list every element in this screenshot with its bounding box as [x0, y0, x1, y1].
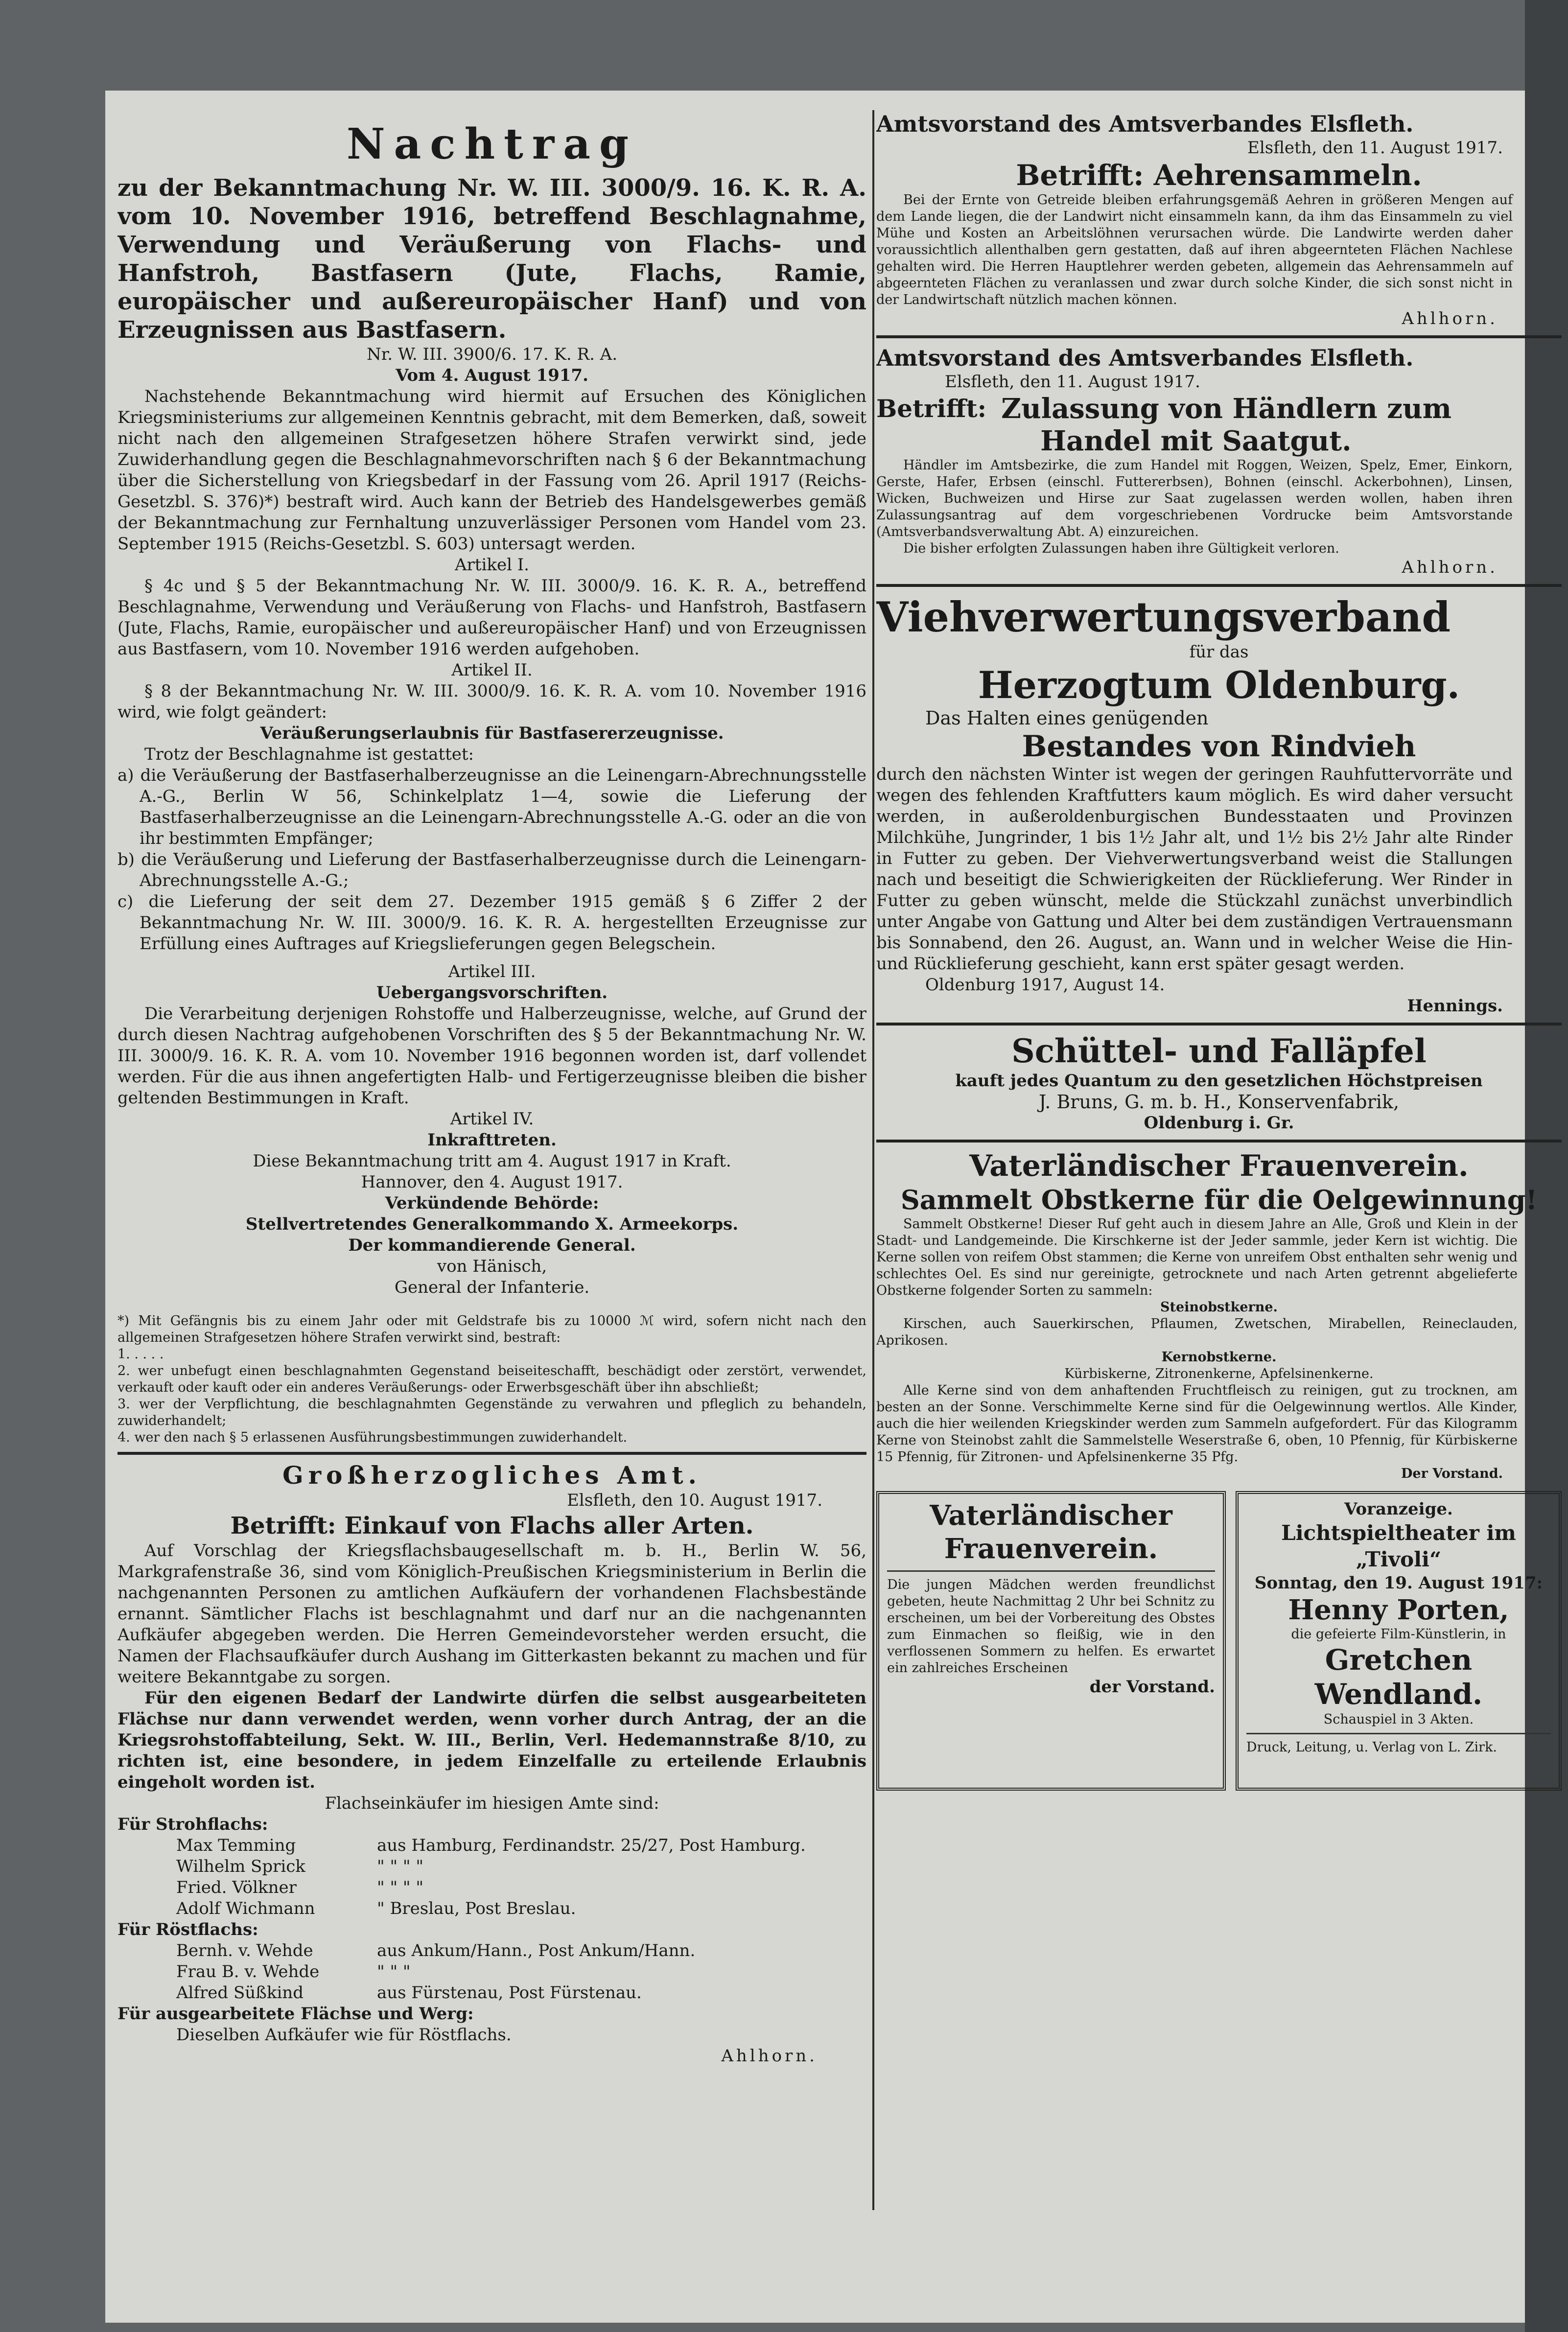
nachtrag-title: Nachtrag — [346, 119, 638, 169]
buyer-address: " " " — [377, 1962, 411, 1982]
amt-date: Elsfleth, den 10. August 1917. — [567, 1491, 822, 1510]
ad2-title: Voranzeige. — [1344, 1499, 1453, 1519]
nachtrag-command: Stellvertretendes Generalkommando X. Armeekorps. — [245, 1214, 739, 1234]
aehren-text: Bei der Ernte von Getreide bleiben erfahrungsgemäß Aehren in größeren Mengen auf dem Lande liegen, die der Landwirt nicht einsammeln kann, da ihm das Einsammeln zu viel Mühe und Kosten an Arbeitslöhnen verursachen würde. Die Landwirte werden daher voraussichtlich allenthalben gern gestatten, daß auf ihren abgeernteten Flächen Nachlese gehalten wird. Die Herren Hauptlehrer werden gebeten, allgemein das Aehrensammeln auf abgeernteten Flächen zu veranlassen und zwar durch solche Kinder, die sich sonst nicht in der Landwirtschaft nützlich machen können. — [876, 192, 1513, 307]
steinobst-label: Steinobstkerne. — [1160, 1300, 1278, 1315]
article-2-heading: Artikel II. — [451, 660, 533, 680]
frauen-text-2: Alle Kerne sind von dem anhaftenden Fruchtfleisch zu reinigen, gut zu trocknen, am besten an der Sonne. Verschimmelte Kerne sind für die Oelgewinnung wertlos. Alle Kinder, auch die hier weilenden Kriegskinder werden zum Sammeln aufgefordert. Für das Kilogramm Kerne von Steinobst zahlt die Sammelstelle Weserstraße 6, oben, 10 Pfennig, für Kürbiskerne 15 Pfennig, für Zitronen- und Apfelsinenkerne 35 Pfg. — [876, 1383, 1518, 1465]
buyer-name: Fried. Völkner — [176, 1878, 297, 1897]
saatgut-headline-2: Handel mit Saatgut. — [1040, 425, 1352, 457]
footnote-item-2: 2. wer unbefugt einen beschlagnahmten Gegenstand beiseiteschafft, beschädigt oder zerstört, verwendet, verkauft oder kauft oder ein anderes Veräußerungs- oder Erwerbsgeschäft über ihn abschließt; — [117, 1363, 866, 1395]
aepfel-firm: J. Bruns, G. m. b. H., Konservenfabrik, — [1038, 1091, 1400, 1113]
strohflachs-label: Für Strohflachs: — [117, 1815, 268, 1834]
nachtrag-headline: zu der Bekanntmachung Nr. W. III. 3000/9. 16. K. R. A. vom 10. November 1916, betreffend Beschlagnahme, Verwendung und Veräußerung von Flachs- und Hanfstroh, Bastfasern (Jute, Flachs, Ramie, europäischer und außereuropäischer Hanf) und von Erzeugnissen aus Bastfasern. — [117, 174, 866, 344]
vieh-fuer: für das — [1189, 642, 1249, 662]
nachtrag-signature: von Hänisch, — [437, 1257, 547, 1276]
tivoli-ad — [1236, 1491, 1562, 1791]
section-divider — [117, 1452, 866, 1455]
buyer-name: Alfred Süßkind — [176, 1983, 304, 2003]
saatgut-date: Elsfleth, den 11. August 1917. — [945, 372, 1200, 392]
nachtrag-place-date: Hannover, den 4. August 1917. — [361, 1172, 623, 1192]
ad2-rule — [1246, 1733, 1551, 1734]
vieh-text: durch den nächsten Winter ist wegen der geringen Rauhfuttervorräte und wegen des fehlenden Kraftfutters kaum möglich. Es wird daher versucht werden, in außeroldenburgischen Bundesstaaten und Provinzen Milchkühe, Jungrinder, 1 bis 1½ Jahr alt, und 1½ bis 2½ Jahr alte Rinder in Futter zu geben. Der Viehverwertungsverband weist die Stallungen nach und beseitigt die Schwierigkeiten der Rücklieferung. Wer Rinder in Futter zu geben wünscht, melde die Stückzahl zunächst unverbindlich unter Angabe von Gattung und Alter bei dem zuständigen Vertrauensmann bis Sonnabend, den 26. August, an. Wann und in welcher Weise die Hin- und Rücklieferung geschieht, kann erst später gesagt werden. — [876, 765, 1513, 974]
section-divider — [876, 1140, 1562, 1143]
article-2-item-b: b) die Veräußerung und Lieferung der Bastfaserhalberzeugnisse durch die Leinengarn-Abrechnungsstelle A.-G.; — [117, 850, 866, 890]
frauen-text: Sammelt Obstkerne! Dieser Ruf geht auch in diesem Jahre an Alle, Groß und Klein in der Stadt- und Landgemeinde. Die Kirschkerne ist der Jeder sammle, jeder Kern ist wichtig. Die Kerne sollen von reifem Obst stammen; die Kerne von unreifem Obst enthalten sehr wenig und schlechtes Oel. Es sind nur gereinigte, getrocknete und nach Arten getrennt abgelieferte Obstkerne folgender Sorten zu sammeln: — [876, 1216, 1518, 1298]
aehren-notice — [876, 110, 1562, 329]
article-4-subheading: Inkrafttreten. — [427, 1130, 557, 1150]
amt-paragraph-1: Auf Vorschlag der Kriegsflachsbaugesellschaft m. b. H., Berlin W. 56, Markgrafenstraße 36, sind vom Königlich-Preußischen Kriegsministerium in Berlin die nachgenannten Personen zu amtlichen Aufkäufern der vorhandenen Flachsbestände ernannt. Sämtlicher Flachs ist beschlagnahmt und darf nur an die nachgenannten Aufkäufer abgegeben werden. Die Herren Gemeindevorsteher werden ersucht, die Namen der Flachsaufkäufer durch Aushang im Gitterkasten bekannt zu machen und für weitere Bekanntgabe zu sorgen. — [117, 1541, 866, 1687]
article-2-item-c: c) die Lieferung der seit dem 27. Dezember 1915 gemäß § 6 Ziffer 2 der Bekanntmachung Nr. W. III. 3000/9. 16. K. R. A. hergestellten Erzeugnisse zur Erfüllung eines Auftrages auf Kriegslieferungen gegen Belegschein. — [117, 892, 866, 954]
nachtrag-general: Der kommandierende General. — [348, 1236, 636, 1255]
vieh-title-2: Herzogtum Oldenburg. — [978, 663, 1460, 707]
buyer-name: Wilhelm Sprick — [176, 1857, 305, 1876]
ad2-cinema: Lichtspieltheater im „Tivoli“ — [1281, 1521, 1516, 1571]
aehren-signature: Ahlhorn. — [1402, 309, 1498, 328]
aepfel-text: kauft jedes Quantum zu den gesetzlichen Höchstpreisen — [955, 1071, 1483, 1091]
advert-row — [876, 1491, 1562, 1791]
amt-headline: Betrifft: Einkauf von Flachs aller Arten. — [230, 1512, 754, 1539]
article-3-subheading: Uebergangsvorschriften. — [376, 983, 608, 1003]
amt-title: Großherzogliches Amt. — [282, 1461, 702, 1490]
frauen-headline: Sammelt Obstkerne für die Oelgewinnung! — [900, 1184, 1538, 1215]
ad2-star: Henny Porten, — [1288, 1594, 1509, 1626]
left-column — [117, 110, 866, 2308]
roestflachs-list — [117, 1940, 866, 2004]
article-2-subheading: Veräußerungserlaubnis für Bastfasererzeugnisse. — [260, 723, 724, 743]
amt-flachs-notice — [117, 1461, 866, 2067]
frauen-signature: Der Vorstand. — [1401, 1466, 1503, 1481]
ad1-title-1: Vaterländischer — [930, 1499, 1172, 1532]
column-divider — [872, 110, 874, 2210]
ad2-acts: Schauspiel in 3 Akten. — [1323, 1712, 1474, 1727]
buyer-name: Adolf Wichmann — [176, 1899, 315, 1918]
saatgut-headline-1: Zulassung von Händlern zum — [1001, 393, 1451, 425]
article-3-text: Die Verarbeitung derjenigen Rohstoffe und Halberzeugnisse, welche, auf Grund der durch diesen Nachtrag aufgehobenen Vorschriften des § 5 der Bekanntmachung Nr. W. III. 3000/9. 16. K. R. A. vom 10. November 1916 begonnen worden ist, darf vollendet werden. Für die aus ihnen angefertigten Halb- und Fertigerzeugnisse bleiben die bisher geltenden Bestimmungen in Kraft. — [117, 1004, 866, 1108]
strohflachs-list — [117, 1835, 866, 1919]
footnote-item-1: 1. . . . . — [117, 1347, 164, 1362]
buyer-address: " " " " — [377, 1857, 423, 1876]
buyer-name: Bernh. v. Wehde — [176, 1941, 313, 1960]
footnote-item-3: 3. wer der Verpflichtung, die beschlagnahmten Gegenstände zu verwahren und pfleglich zu behandeln, zuwiderhandelt; — [117, 1397, 866, 1428]
amt-paragraph-2: Für den eigenen Bedarf der Landwirte dürfen die selbst ausgearbeiteten Flächse nur dann verwendet werden, wenn vorher durch Antrag, der an die Kriegsrohstoffabteilung, Sekt. W. III., Berlin, Verl. Hedemannstraße 8/10, zu richten ist, eine besondere, in jedem Einzelfalle zu erteilende Erlaubnis eingeholt worden ist. — [117, 1688, 866, 1792]
steinobst-text: Kirschen, auch Sauerkirschen, Pflaumen, Zwetschen, Mirabellen, Reineclauden, Aprikosen. — [876, 1316, 1518, 1348]
buyer-name: Frau B. v. Wehde — [176, 1962, 320, 1982]
vieh-title: Viehverwertungsverband — [876, 593, 1451, 641]
footnote-item-4: 4. wer den nach § 5 erlassenen Ausführungsbestimmungen zuwiderhandelt. — [117, 1430, 628, 1445]
ad2-film: Gretchen Wendland. — [1314, 1643, 1483, 1711]
ad2-desc: die gefeierte Film-Künstlerin, in — [1291, 1627, 1506, 1642]
nachtrag-authority-label: Verkündende Behörde: — [385, 1193, 599, 1213]
buyer-address: " Breslau, Post Breslau. — [377, 1899, 576, 1918]
viehverwertung-notice — [876, 593, 1562, 1017]
section-divider — [876, 584, 1562, 587]
ad2-date: Sonntag, den 19. August 1917: — [1254, 1573, 1543, 1593]
nachtrag-date: Vom 4. August 1917. — [396, 366, 588, 385]
article-1-heading: Artikel I. — [455, 555, 529, 575]
vieh-line-1: Das Halten eines genügenden — [925, 707, 1209, 729]
saatgut-amt-title: Amtsvorstand des Amtsverbandes Elsfleth. — [876, 345, 1414, 371]
amt-paragraph-3: Flachseinkäufer im hiesigen Amte sind: — [325, 1794, 659, 1813]
aehren-date: Elsfleth, den 11. August 1917. — [1247, 138, 1503, 158]
nachtrag-notice — [117, 120, 866, 1446]
article-2-intro: Trotz der Beschlagnahme ist gestattet: — [144, 745, 474, 764]
aehren-headline: Betrifft: Aehrensammeln. — [1016, 159, 1422, 192]
printer-line: Druck, Leitung, u. Verlag von L. Zirk. — [1246, 1740, 1498, 1755]
amt-signature: Ahlhorn. — [721, 2046, 818, 2066]
roestflachs-label: Für Röstflachs: — [117, 1920, 258, 1939]
section-divider — [876, 335, 1562, 338]
saatgut-notice — [876, 344, 1562, 578]
obstkerne-notice — [876, 1148, 1562, 1482]
vieh-signature: Hennings. — [1407, 996, 1503, 1016]
vieh-date: Oldenburg 1917, August 14. — [925, 975, 1165, 995]
article-4-heading: Artikel IV. — [450, 1109, 534, 1129]
article-3-heading: Artikel III. — [448, 962, 536, 981]
ad1-rule — [887, 1570, 1215, 1572]
buyer-name: Max Temming — [176, 1836, 296, 1855]
saatgut-signature: Ahlhorn. — [1402, 558, 1498, 577]
saatgut-text: Händler im Amtsbezirke, die zum Handel mit Roggen, Weizen, Spelz, Emer, Einkorn, Gerste, Hafer, Erbsen (einschl. Futtererbsen), Bohnen (einschl. Ackerbohnen), Linsen, Wicken, Buchweizen und Hirse zur Saat zugelassen werden wollen, haben ihren Zulassungsantrag auf dem vorgeschriebenen Vordrucke beim Amtsvorstande (Amtsverbandsverwaltung Abt. A) einzureichen. — [876, 458, 1513, 539]
ad1-text: Die jungen Mädchen werden freundlichst gebeten, heute Nachmittag 2 Uhr bei Schnitz zu erscheinen, um bei der Vorbereitung des Obstes zum Einmachen so fleißig, wie in den verflossenen Sommern zu helfen. Es erwartet ein zahlreiches Erscheinen — [887, 1577, 1215, 1676]
nachtrag-signature-rank: General der Infanterie. — [394, 1278, 590, 1297]
aepfel-city: Oldenburg i. Gr. — [1144, 1113, 1294, 1133]
vieh-line-2: Bestandes von Rindvieh — [1022, 729, 1416, 764]
frauen-title: Vaterländischer Frauenverein. — [969, 1149, 1469, 1183]
werg-label: Für ausgearbeitete Flächse und Werg: — [117, 2004, 474, 2024]
frauenverein-ad — [876, 1491, 1226, 1791]
article-2-item-a: a) die Veräußerung der Bastfaserhalberzeugnisse an die Leinengarn-Abrechnungsstelle A.-G., Berlin W 56, Schinkelplatz 1—4, sowie die Lieferung der Bastfaserhalberzeugnisse an die Leinengarn-Abrechnungsstelle A.-G. oder an die von ihr bestimmten Empfänger; — [117, 766, 866, 848]
section-divider — [876, 1023, 1562, 1026]
article-2-text: § 8 der Bekanntmachung Nr. W. III. 3000/9. 16. K. R. A. vom 10. November 1916 wird, wie folgt geändert: — [117, 681, 866, 722]
werg-text: Dieselben Aufkäufer wie für Röstflachs. — [176, 2025, 512, 2045]
nachtrag-intro: Nachstehende Bekanntmachung wird hiermit auf Ersuchen des Königlichen Kriegsministeriums zur allgemeinen Kenntnis gebracht, mit dem Bemerken, daß, soweit nicht nach den allgemeinen Strafgesetzen höhere Strafen verwirkt sind, jede Zuwiderhandlung gegen die Beschlagnahmevorschriften nach § 6 der Bekanntmachung über die Sicherstellung von Kriegsbedarf in der Fassung vom 26. April 1917 (Reichs-Gesetzbl. S. 376)*) bestraft wird. Auch kann der Betrieb des Handelsgewerbes gemäß der Bekanntmachung zur Fernhaltung unzuverlässiger Personen vom Handel vom 23. September 1915 (Reichs-Gesetzbl. S. 603) untersagt werden. — [117, 387, 866, 554]
ad1-signature: der Vorstand. — [1089, 1677, 1215, 1697]
aehren-amt-title: Amtsvorstand des Amtsverbandes Elsfleth. — [876, 111, 1414, 137]
aepfel-ad — [876, 1031, 1562, 1134]
saatgut-betrifft: Betrifft: — [876, 394, 987, 423]
saatgut-text-2: Die bisher erfolgten Zulassungen haben ihre Gültigkeit verloren. — [903, 541, 1339, 556]
aepfel-title: Schüttel- und Falläpfel — [1011, 1032, 1427, 1070]
buyer-address: aus Fürstenau, Post Fürstenau. — [377, 1983, 642, 2003]
right-column — [876, 110, 1562, 2308]
nachtrag-ref: Nr. W. III. 3900/6. 17. K. R. A. — [366, 345, 618, 364]
buyer-address: aus Hamburg, Ferdinandstr. 25/27, Post Hamburg. — [377, 1836, 806, 1855]
kernobst-text: Kürbiskerne, Zitronenkerne, Apfelsinenkerne. — [1064, 1366, 1374, 1381]
buyer-address: " " " " — [377, 1878, 423, 1897]
article-4-text: Diese Bekanntmachung tritt am 4. August 1917 in Kraft. — [253, 1151, 731, 1171]
kernobst-label: Kernobstkerne. — [1161, 1350, 1277, 1365]
article-1-text: § 4c und § 5 der Bekanntmachung Nr. W. III. 3000/9. 16. K. R. A., betreffend Beschlagnahme, Verwendung und Veräußerung von Flachs- und Hanfstroh, Bastfasern (Jute, Flachs, Ramie, europäischer und außereuropäischer Hanf) und von Erzeugnissen aus Bastfasern, vom 10. November 1916 werden aufgehoben. — [117, 576, 866, 659]
ad1-title-2: Frauenverein. — [944, 1533, 1158, 1565]
buyer-address: aus Ankum/Hann., Post Ankum/Hann. — [377, 1941, 696, 1960]
footnote-intro: *) Mit Gefängnis bis zu einem Jahr oder mit Geldstrafe bis zu 10000 ℳ wird, sofern nicht nach den allgemeinen Strafgesetzen höhere Strafen verwirkt sind, bestraft: — [117, 1313, 866, 1345]
